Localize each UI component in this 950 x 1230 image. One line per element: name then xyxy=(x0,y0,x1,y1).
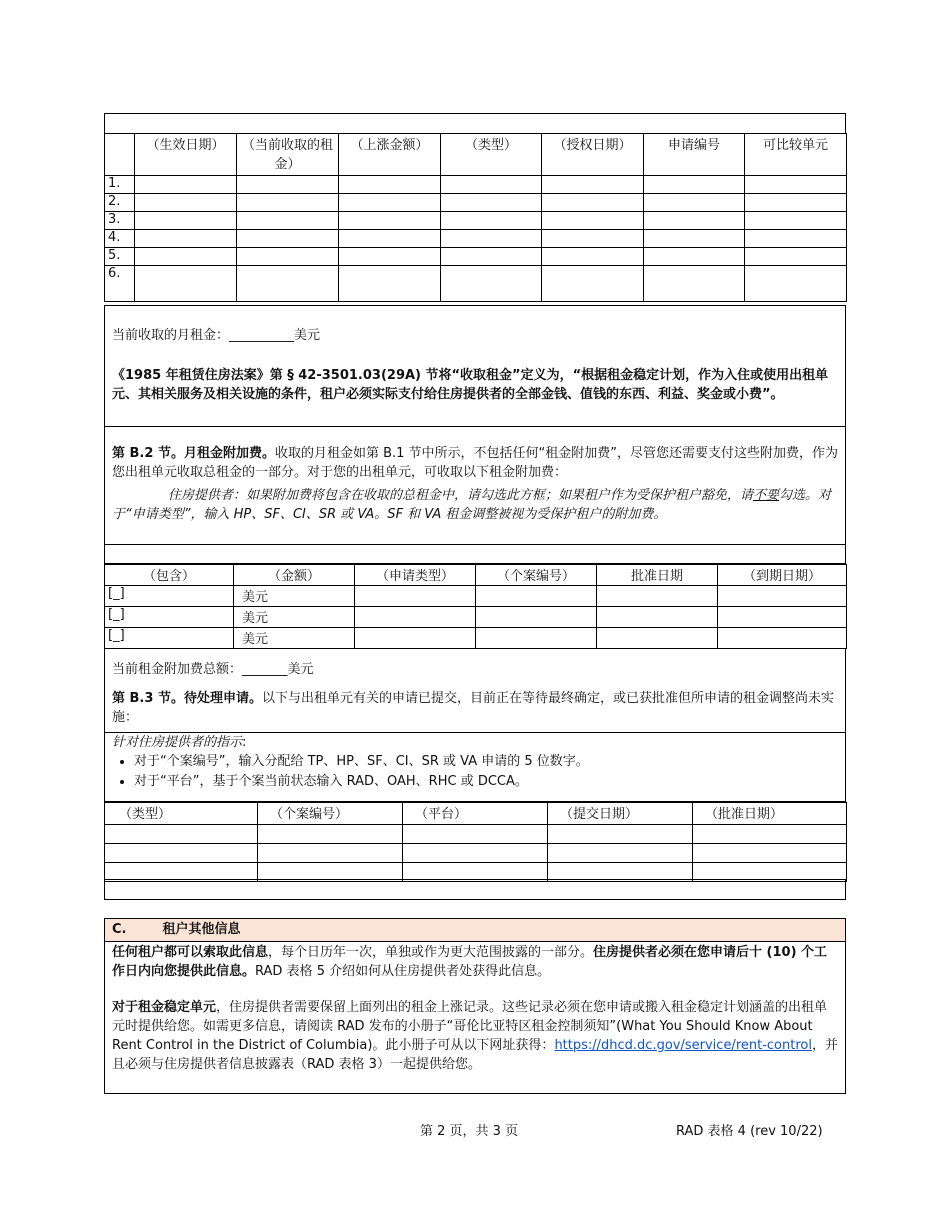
row-number: 6. xyxy=(105,266,135,302)
section-b2-title: 第 B.2 节。月租金附加费。 xyxy=(112,446,275,461)
monthly-rent-line: 当前收取的月租金：__________美元 xyxy=(112,328,321,343)
table-cell[interactable] xyxy=(237,176,339,194)
section-c-heading xyxy=(112,920,838,939)
row-number: 3. xyxy=(105,212,135,230)
table-cell[interactable] xyxy=(135,212,237,230)
section-b3-text xyxy=(112,689,838,727)
table-row xyxy=(105,266,847,302)
table-cell[interactable] xyxy=(339,212,441,230)
p1-text: ，每个日历年一次，单独或作为更大范围披露的一部分。 xyxy=(268,945,594,960)
header-authorization-date: （授权日期） xyxy=(542,134,644,176)
header-amount: （金额） xyxy=(234,565,355,586)
table-cell[interactable] xyxy=(693,825,847,844)
table-cell[interactable] xyxy=(403,844,548,863)
table-cell[interactable] xyxy=(745,194,847,212)
instructions xyxy=(112,733,838,792)
section-c-p1 xyxy=(112,943,838,981)
table-cell[interactable] xyxy=(476,628,597,649)
table-cell[interactable] xyxy=(237,194,339,212)
table-cell[interactable] xyxy=(135,266,237,302)
table-cell[interactable] xyxy=(135,194,237,212)
table-cell[interactable] xyxy=(339,248,441,266)
p1-bold: 任何租户都可以索取此信息 xyxy=(112,945,269,960)
header-effective-date: （生效日期） xyxy=(135,134,237,176)
row-number: 5. xyxy=(105,248,135,266)
table-cell[interactable] xyxy=(644,176,745,194)
table-cell[interactable] xyxy=(135,176,237,194)
blank-row xyxy=(104,879,846,900)
table-cell[interactable] xyxy=(597,586,718,607)
form-id: RAD 表格 4 (rev 10/22) xyxy=(676,1124,823,1139)
table-cell[interactable] xyxy=(441,248,542,266)
rent-table-header xyxy=(105,134,847,176)
table-cell[interactable] xyxy=(542,176,644,194)
table-cell[interactable] xyxy=(339,266,441,302)
table-cell[interactable] xyxy=(355,586,476,607)
section-b2-instructions xyxy=(112,486,838,524)
instr-text: 勾选。对于“申请类型”，输入 HP、SF、CI、SR 或 VA。SF 和 VA 租金调整被视为受保护租户的附加费。 xyxy=(112,488,832,522)
blank-row xyxy=(104,544,846,564)
table-cell[interactable] xyxy=(105,825,258,844)
table-cell[interactable] xyxy=(745,212,847,230)
section-c-p2 xyxy=(112,998,838,1074)
rent-history-table xyxy=(104,133,847,302)
table-cell[interactable] xyxy=(441,212,542,230)
table-row xyxy=(105,844,847,863)
surcharge-table-header xyxy=(105,565,847,586)
header-expiry-date: （到期日期） xyxy=(718,565,847,586)
instr-heading: 针对住房提供者的指示 xyxy=(112,735,243,750)
section-c-letter: C. xyxy=(112,922,127,937)
table-cell[interactable] xyxy=(548,844,693,863)
section-b2-body: 收取的月租金如第 B.1 节中所示，不包括任何“租金附加费”，尽管您还需要支付这些附加费，作为您出租单元收取总租金的一部分。对于您的出租单元，可收取以下租金附加费： xyxy=(112,446,839,480)
header-platform: （平台） xyxy=(403,803,548,825)
row-number: 2. xyxy=(105,194,135,212)
header-increase-amount: （上涨金额） xyxy=(339,134,441,176)
surcharge-table xyxy=(104,564,847,649)
table-cell[interactable] xyxy=(644,230,745,248)
table-cell[interactable] xyxy=(237,248,339,266)
instr-colon: : xyxy=(242,735,247,750)
include-checkbox[interactable]: [_] xyxy=(105,607,234,628)
table-cell[interactable] xyxy=(476,586,597,607)
list-item: • 对于“平台”，基于个案当前状态输入 RAD、OAH、RHC 或 DCCA。 xyxy=(134,772,838,792)
table-cell[interactable] xyxy=(718,586,847,607)
table-cell[interactable] xyxy=(693,844,847,863)
table-cell[interactable] xyxy=(258,825,403,844)
table-row xyxy=(105,607,847,628)
table-cell[interactable] xyxy=(597,628,718,649)
table-cell[interactable] xyxy=(339,176,441,194)
table-cell[interactable] xyxy=(105,844,258,863)
page-number: 第 2 页，共 3 页 xyxy=(420,1124,519,1139)
list-item: • 对于“个案编号”，输入分配给 TP、HP、SF、CI、SR 或 VA 申请的 5 位数字。 xyxy=(134,752,838,772)
table-cell[interactable] xyxy=(542,230,644,248)
table-cell[interactable] xyxy=(745,248,847,266)
header-case-number: （个案编号） xyxy=(476,565,597,586)
table-cell[interactable] xyxy=(542,212,644,230)
table-row xyxy=(105,825,847,844)
table-cell[interactable] xyxy=(135,248,237,266)
table-cell[interactable] xyxy=(644,248,745,266)
table-cell[interactable] xyxy=(355,628,476,649)
table-row xyxy=(105,586,847,607)
instr-list xyxy=(112,752,838,792)
header-type: （类型） xyxy=(441,134,542,176)
table-cell[interactable] xyxy=(548,825,693,844)
table-cell[interactable] xyxy=(542,248,644,266)
table-cell[interactable] xyxy=(542,194,644,212)
table-cell[interactable] xyxy=(355,607,476,628)
header-comparable-unit: 可比较单元 xyxy=(745,134,847,176)
table-cell[interactable] xyxy=(339,230,441,248)
p1-bold: 住房提供者必须在您申请后十 (10) 个工作日内向您提供此信息。 xyxy=(112,945,828,979)
include-checkbox[interactable]: [_] xyxy=(105,628,234,649)
table-cell[interactable] xyxy=(237,230,339,248)
table-cell[interactable] xyxy=(644,212,745,230)
table-row xyxy=(105,212,847,230)
table-row xyxy=(105,628,847,649)
table-cell[interactable] xyxy=(644,194,745,212)
row-number: 1. xyxy=(105,176,135,194)
table-row xyxy=(105,176,847,194)
section-b3-title: 第 B.3 节。待处理申请。 xyxy=(112,691,262,706)
header-cell xyxy=(105,134,135,176)
table-cell[interactable] xyxy=(258,844,403,863)
rent-definition: 《1985 年租赁住房法案》第 § 42-3501.03(29A) 节将“收取租金”定义为，“根据租金稳定计划，作为入住或使用出租单元、其相关服务及相关设施的条件，租户必须实际支付给住房提供者的全部金钱、值钱的东西、利益、奖金或小费”。 xyxy=(112,368,829,402)
include-checkbox[interactable]: [_] xyxy=(105,586,234,607)
header-approval-date: （批准日期） xyxy=(693,803,847,825)
table-cell[interactable] xyxy=(237,266,339,302)
header-included: （包含） xyxy=(105,565,234,586)
table-cell[interactable] xyxy=(745,230,847,248)
table-cell[interactable] xyxy=(644,266,745,302)
table-cell[interactable] xyxy=(339,194,441,212)
pending-applications-table xyxy=(104,802,847,882)
pending-table-header xyxy=(105,803,847,825)
header-application-number: 申请编号 xyxy=(644,134,745,176)
section-c-title: 租户其他信息 xyxy=(162,922,241,937)
p2-text: ，住房提供者需要保留上面列出的租金上涨记录。这些记录必须在您申请或搬入租金稳定计划涵盖的出租单元时提供给您。如需更多信息，请阅读 RAD 发布的小册子“哥伦比亚特区租金控制须知”(What You Should Know About Rent Control in the District of Columbia)。此小册子可从以下网址获得： xyxy=(112,1000,828,1053)
rent-control-link[interactable]: https://dhcd.dc.gov/service/rent-control xyxy=(554,1038,812,1053)
table-cell[interactable] xyxy=(718,607,847,628)
row-number: 4. xyxy=(105,230,135,248)
top-blank-row xyxy=(104,113,846,134)
header-application-type: （申请类型） xyxy=(355,565,476,586)
header-approval-date: 批准日期 xyxy=(597,565,718,586)
p1-text: RAD 表格 5 介绍如何从住房提供者处获得此信息。 xyxy=(255,964,551,979)
header-type: （类型） xyxy=(105,803,258,825)
table-row xyxy=(105,248,847,266)
table-cell[interactable] xyxy=(135,230,237,248)
amount-cell[interactable]: 美元 xyxy=(234,628,355,649)
table-cell[interactable] xyxy=(403,825,548,844)
surcharge-total: 当前租金附加费总额：_______美元 xyxy=(112,662,314,677)
p2-bold: 对于租金稳定单元 xyxy=(112,1000,217,1015)
table-cell[interactable] xyxy=(441,266,542,302)
table-cell[interactable] xyxy=(542,266,644,302)
header-case-number: （个案编号） xyxy=(258,803,403,825)
section-b2-text xyxy=(112,444,838,482)
table-cell[interactable] xyxy=(441,230,542,248)
table-cell[interactable] xyxy=(441,176,542,194)
table-cell[interactable] xyxy=(745,266,847,302)
instr-text: 住房提供者：如果附加费将包含在收取的总租金中，请勾选此方框；如果租户作为受保护租户豁免，请 xyxy=(168,488,754,503)
header-current-rent: （当前收取的租金） xyxy=(237,134,339,176)
instr-underline: 不要 xyxy=(753,488,780,503)
table-cell[interactable] xyxy=(476,607,597,628)
table-cell[interactable] xyxy=(237,212,339,230)
section-b3-body: 以下与出租单元有关的申请已提交，目前正在等待最终确定，或已获批准但所申请的租金调整尚未实施： xyxy=(112,691,834,725)
header-submit-date: （提交日期） xyxy=(548,803,693,825)
amount-cell[interactable]: 美元 xyxy=(234,586,355,607)
amount-cell[interactable]: 美元 xyxy=(234,607,355,628)
table-row xyxy=(105,194,847,212)
table-cell[interactable] xyxy=(745,176,847,194)
p2-text: ，并且必须与住房提供者信息披露表（RAD 表格 3）一起提供给您。 xyxy=(112,1038,838,1072)
table-cell[interactable] xyxy=(718,628,847,649)
table-row xyxy=(105,230,847,248)
table-cell[interactable] xyxy=(597,607,718,628)
table-cell[interactable] xyxy=(441,194,542,212)
